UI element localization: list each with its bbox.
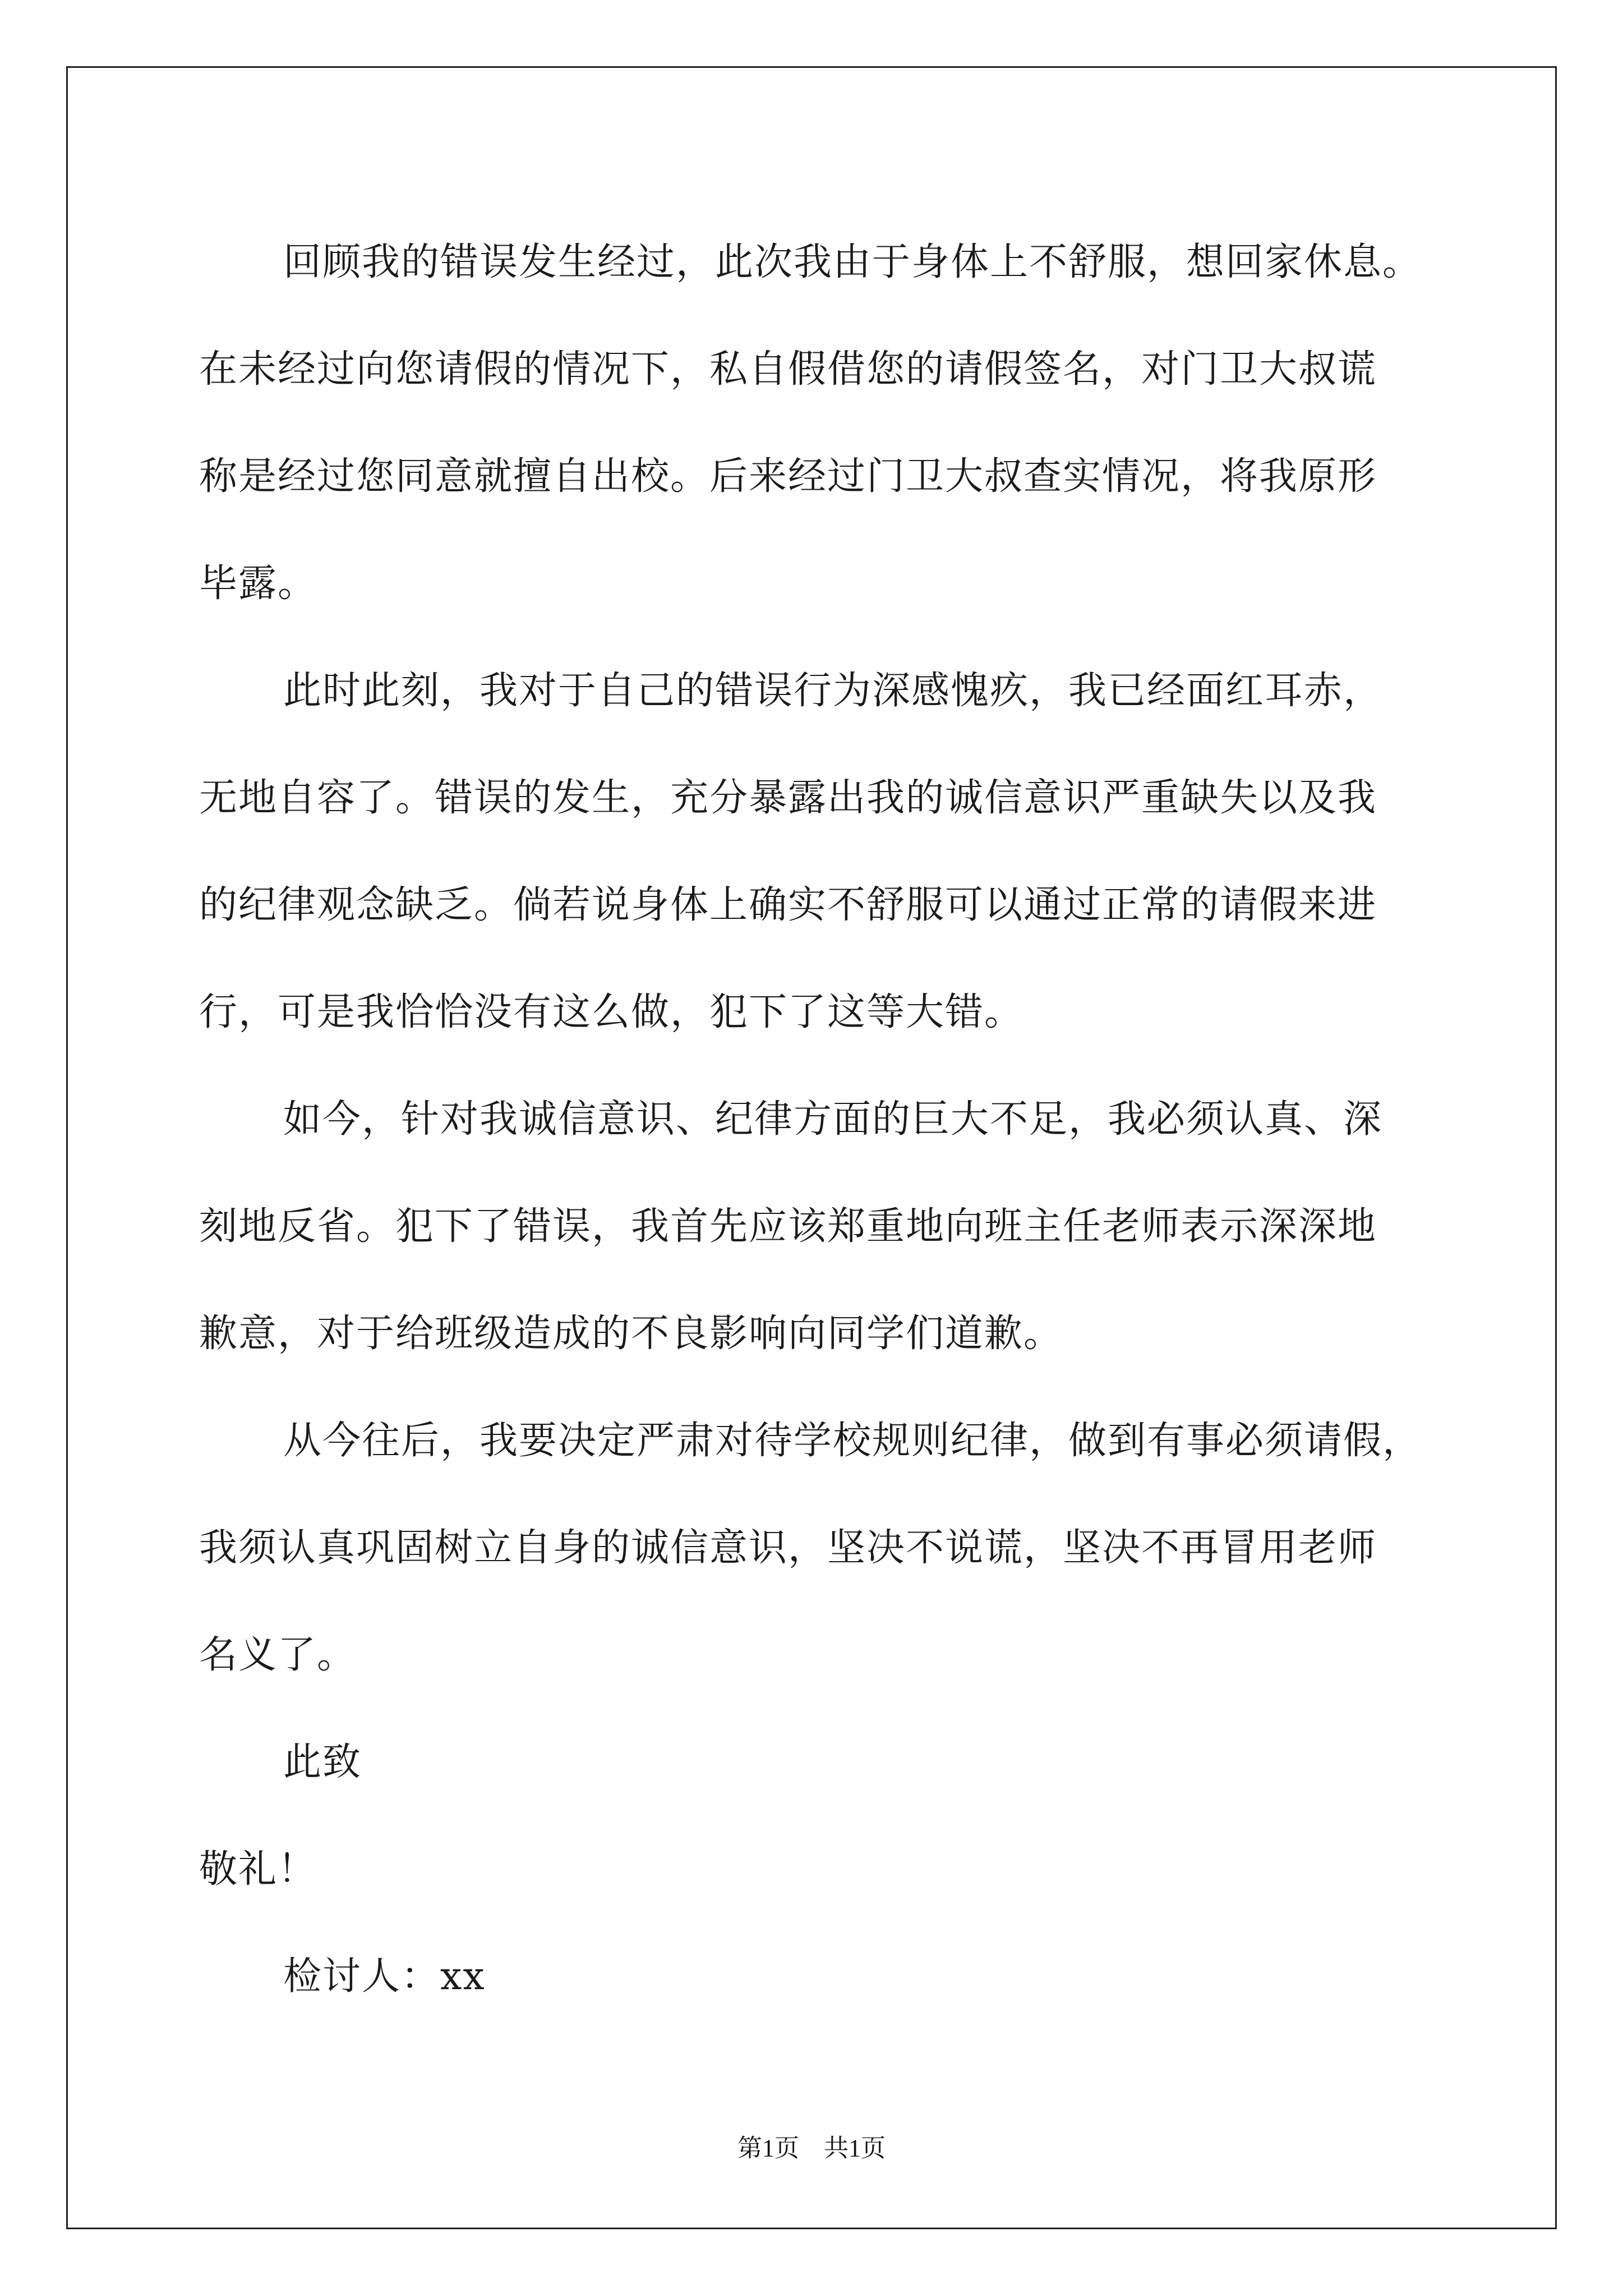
- letter-body: [199, 209, 1461, 2030]
- paragraph-4-line-2: 我须认真巩固树立自身的诚信意识，坚决不说谎，坚决不再冒用老师: [199, 1526, 1377, 1570]
- paragraph-1-line-4: 毕露。: [199, 562, 317, 606]
- paragraph-3-line-2: 刻地反省。犯下了错误，我首先应该郑重地向班主任老师表示深深地: [199, 1204, 1377, 1249]
- paragraph-2-line-2: 无地自容了。错误的发生，充分暴露出我的诚信意识严重缺失以及我: [199, 776, 1377, 820]
- closing-salutation: 此致: [283, 1740, 362, 1784]
- paragraph-4-line-1: 从今往后，我要决定严肃对待学校规则纪律，做到有事必须请假，: [283, 1419, 1422, 1463]
- paragraph-2-line-3: 的纪律观念缺乏。倘若说身体上确实不舒服可以通过正常的请假来进: [199, 883, 1377, 927]
- paragraph-1-line-1: 回顾我的错误发生经过，此次我由于身体上不舒服，想回家休息。: [283, 240, 1422, 284]
- closing-respect: 敬礼！: [199, 1847, 317, 1892]
- paragraph-1-line-3: 称是经过您同意就擅自出校。后来经过门卫大叔查实情况，将我原形: [199, 454, 1377, 499]
- page-number-footer: 第1页 共1页: [737, 2134, 886, 2162]
- paragraph-3-line-3: 歉意，对于给班级造成的不良影响向同学们道歉。: [199, 1312, 1063, 1356]
- paragraph-2-line-1: 此时此刻，我对于自己的错误行为深感愧疚，我已经面红耳赤，: [283, 669, 1383, 713]
- paragraph-4-line-3: 名义了。: [199, 1633, 357, 1677]
- signature-line: 检讨人：xx: [283, 1954, 486, 1999]
- paragraph-3-line-1: 如今，针对我诚信意识、纪律方面的巨大不足，我必须认真、深: [283, 1097, 1383, 1142]
- paragraph-1-line-2: 在未经过向您请假的情况下，私自假借您的请假签名，对门卫大叔谎: [199, 347, 1377, 392]
- paragraph-2-line-4: 行，可是我恰恰没有这么做，犯下了这等大错。: [199, 990, 1024, 1034]
